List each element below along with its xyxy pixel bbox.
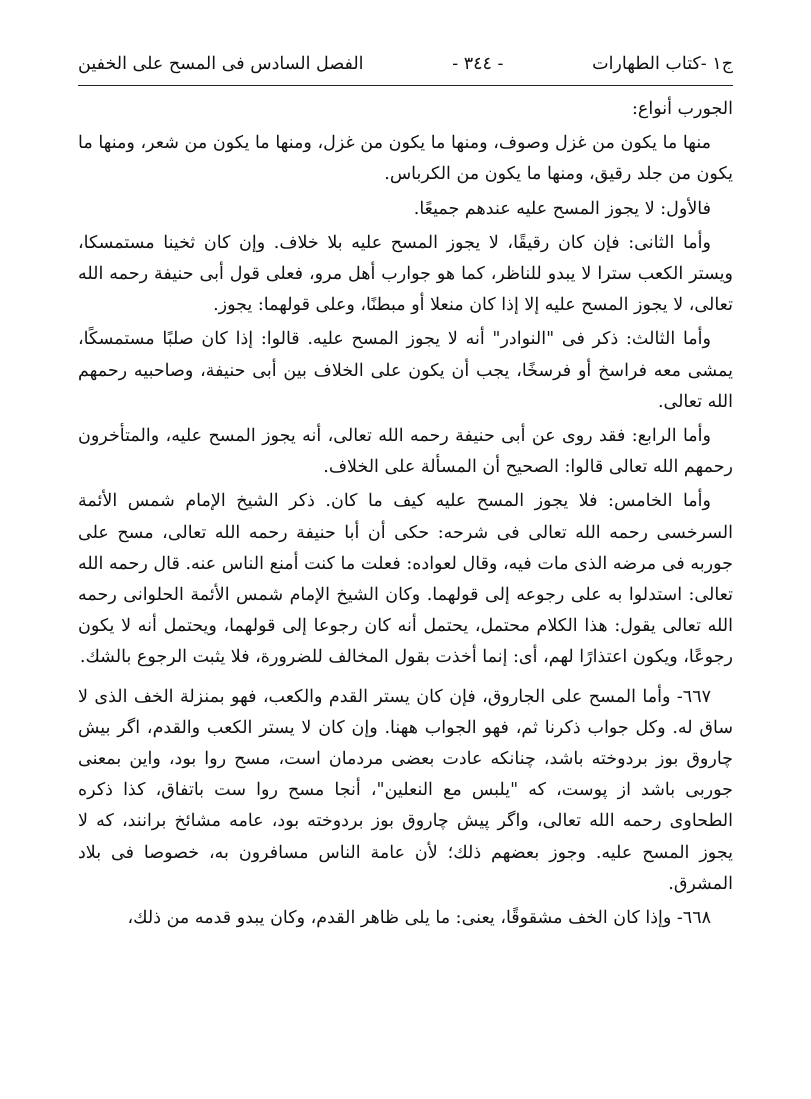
paragraph: وأما الثالث: ذكر فى "النوادر" أنه لا يجوز المسح عليه. قالوا: إذا كان صلبًا مستمسكًا، يمشى معه فراسخ أو فرسخًا، يجب أن يكون على الخلاف بين أبى حنيفة، وصاحبيه رحمهم الله تعالى. xyxy=(78,329,733,412)
header-chapter-title: الفصل السادس فى المسح على الخفين xyxy=(78,54,364,74)
paragraph: منها ما يكون من غزل وصوف، ومنها ما يكون من غزل، ومنها ما يكون من شعر، ومنها ما يكون من جلد رقيق، ومنها ما يكون من الكرباس. xyxy=(78,133,733,185)
page-number: - ٣٤٤ - xyxy=(452,54,504,74)
header-book-title: ج١ -كتاب الطهارات xyxy=(592,54,733,74)
paragraph: وأما الخامس: فلا يجوز المسح عليه كيف ما كان. ذكر الشيخ الإمام شمس الأئمة السرخسى رحمه الله تعالى فى شرحه: حكى أن أبا حنيفة رحمه الله تعالى، مسح على جوربه فى مرضه الذى مات فيه، وقال لعواده: فعلت ما كنت أمنع الناس عنه. قال رحمه الله تعالى: استدلوا به على رجوعه إلى قولهما. وكان الشيخ الإمام شمس الأئمة الحلوانى رحمه الله تعالى يقول: هذا الكلام محتمل، يحتمل أنه كان رجوعا إلى قولهما، ويحتمل أنه لا يكون رجوعًا، ويكون اعتذارًا لهم، أى: إنما أخذت بقول المخالف للضرورة، فلا يثبت الرجوع بالشك. xyxy=(78,491,733,668)
paragraph-numbered: ٦٦٧- وأما المسح على الجاروق، فإن كان يستر القدم والكعب، فهو بمنزلة الخف الذى لا ساق له. وكل جواب ذكرنا ثم، فهو الجواب ههنا. وإن كان لا يستر الكعب والقدم، اگر بيش چاروق بوز بردوخته باشد، چنانكه عادت بعضى مردمان است، مسح روا بود، واين بمعنى جوربى باشد از پوست، كه "يلبس مع النعلين"، أنجا مسح روا ست باتفاق، كذا ذكره الطحاوى رحمه الله تعالى، واگر پيش چاروق بوز بردوخته بود، عامه مشائخ برانند، كه لا يجوز المسح عليه. وجوز بعضهم ذلك؛ لأن عامة الناس مسافرون به، خصوصا فى بلاد المشرق. xyxy=(78,686,733,894)
paragraph-intro: الجورب أنواع: xyxy=(632,99,733,119)
paragraph: وأما الرابع: فقد روى عن أبى حنيفة رحمه الله تعالى، أنه يجوز المسح عليه، والمتأخرون رحمهم الله تعالى قالوا: الصحيح أن المسألة على الخلاف. xyxy=(78,426,733,478)
running-header xyxy=(78,54,733,86)
body-text xyxy=(78,94,733,934)
paragraph-numbered: ٦٦٨- وإذا كان الخف مشقوقًا، يعنى: ما يلى ظاهر القدم، وكان يبدو قدمه من ذلك، xyxy=(127,908,711,929)
paragraph: فالأول: لا يجوز المسح عليه عندهم جميعًا. xyxy=(413,198,711,219)
page xyxy=(78,54,733,937)
paragraph: وأما الثانى: فإن كان رقيقًا، لا يجوز المسح عليه بلا خلاف. وإن كان ثخينا مستمسكا، ويستر الكعب سترا لا يبدو للناظر، كما هو جوارب أهل مرو، فعلى قول أبى حنيفة رحمه الله تعالى، لا يجوز المسح عليه إلا إذا كان منعلا أو مبطنًا، وعلى قولهما: يجوز. xyxy=(78,232,733,316)
